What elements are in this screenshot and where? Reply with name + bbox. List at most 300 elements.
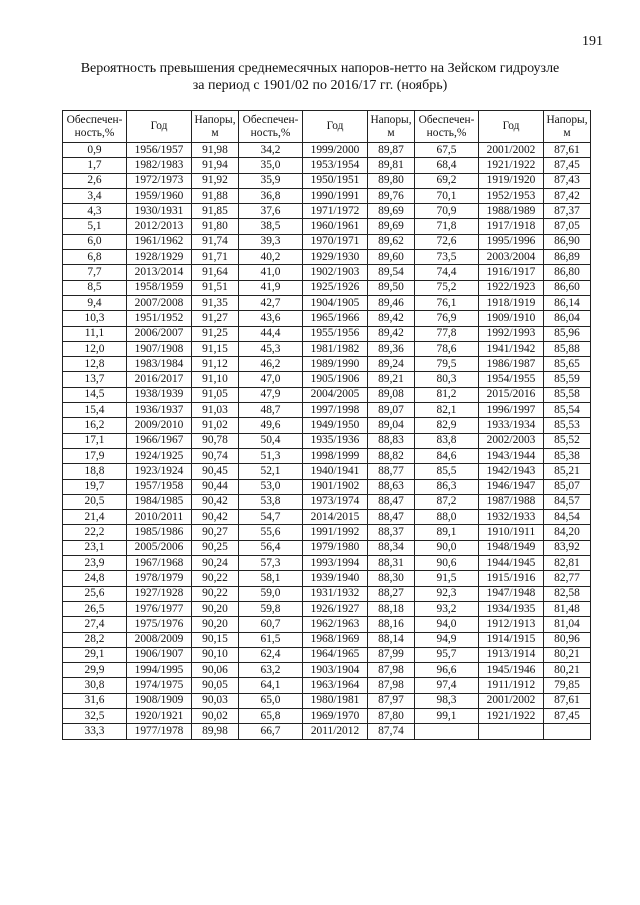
page-title [0, 60, 640, 94]
cell-probability: 37,6 [239, 204, 303, 219]
cell-head: 89,80 [368, 173, 415, 188]
cell-year: 1989/1990 [303, 357, 368, 372]
cell-head: 89,42 [368, 311, 415, 326]
cell-probability: 3,4 [63, 188, 127, 203]
cell-probability: 6,8 [63, 250, 127, 265]
cell-head: 87,45 [544, 708, 591, 723]
cell-head: 89,76 [368, 188, 415, 203]
cell-head: 82,81 [544, 556, 591, 571]
cell-head: 91,64 [192, 265, 239, 280]
table-row [63, 326, 591, 341]
cell-year: 1936/1937 [127, 403, 192, 418]
cell-head: 91,03 [192, 403, 239, 418]
cell-year: 1908/1909 [127, 693, 192, 708]
table-row [63, 295, 591, 310]
cell-year: 1985/1986 [127, 525, 192, 540]
cell-head: 90,20 [192, 617, 239, 632]
cell-year: 1906/1907 [127, 647, 192, 662]
cell-probability: 30,8 [63, 678, 127, 693]
cell-year: 1914/1915 [479, 632, 544, 647]
cell-probability: 77,8 [415, 326, 479, 341]
cell-probability: 0,9 [63, 143, 127, 158]
cell-head: 82,58 [544, 586, 591, 601]
table-body [63, 143, 591, 740]
cell-year: 1905/1906 [303, 372, 368, 387]
cell-probability: 59,8 [239, 601, 303, 616]
cell-year: 1995/1996 [479, 234, 544, 249]
cell-year: 1963/1964 [303, 678, 368, 693]
table-row [63, 418, 591, 433]
cell-probability: 40,2 [239, 250, 303, 265]
cell-head: 90,15 [192, 632, 239, 647]
cell-year: 1949/1950 [303, 418, 368, 433]
cell-year: 1926/1927 [303, 601, 368, 616]
cell-head: 90,78 [192, 433, 239, 448]
cell-head: 90,44 [192, 479, 239, 494]
table-row [63, 387, 591, 402]
table-row [63, 510, 591, 525]
cell-probability: 83,8 [415, 433, 479, 448]
cell-probability: 53,8 [239, 494, 303, 509]
cell-head: 87,05 [544, 219, 591, 234]
cell-year: 1923/1924 [127, 464, 192, 479]
cell-head: 80,21 [544, 647, 591, 662]
cell-head: 89,36 [368, 341, 415, 356]
cell-year: 1983/1984 [127, 357, 192, 372]
cell-year: 1973/1974 [303, 494, 368, 509]
cell-year: 1931/1932 [303, 586, 368, 601]
table-row [63, 556, 591, 571]
cell-probability: 71,8 [415, 219, 479, 234]
cell-head: 87,61 [544, 143, 591, 158]
cell-probability: 76,9 [415, 311, 479, 326]
cell-year: 1911/1912 [479, 678, 544, 693]
cell-head: 91,94 [192, 158, 239, 173]
cell-year: 1918/1919 [479, 295, 544, 310]
header-row [63, 111, 591, 143]
cell-year: 1909/1910 [479, 311, 544, 326]
cell-year: 1951/1952 [127, 311, 192, 326]
table-row [63, 601, 591, 616]
cell-year: 1994/1995 [127, 663, 192, 678]
table-row [63, 372, 591, 387]
cell-year: 1935/1936 [303, 433, 368, 448]
cell-year: 1921/1922 [479, 708, 544, 723]
cell-year: 1971/1972 [303, 204, 368, 219]
title-line-2: за период с 1901/02 по 2016/17 гг. (ноябрь) [192, 78, 448, 93]
cell-probability: 90,6 [415, 556, 479, 571]
cell-probability: 28,2 [63, 632, 127, 647]
cell-probability: 97,4 [415, 678, 479, 693]
cell-probability: 73,5 [415, 250, 479, 265]
cell-head: 89,54 [368, 265, 415, 280]
cell-year [479, 724, 544, 739]
cell-probability: 5,1 [63, 219, 127, 234]
table-row [63, 525, 591, 540]
cell-year: 1903/1904 [303, 663, 368, 678]
cell-head: 91,51 [192, 280, 239, 295]
cell-year: 1969/1970 [303, 708, 368, 723]
cell-year: 1913/1914 [479, 647, 544, 662]
cell-head: 87,37 [544, 204, 591, 219]
cell-head: 91,27 [192, 311, 239, 326]
cell-year: 1919/1920 [479, 173, 544, 188]
cell-year: 2004/2005 [303, 387, 368, 402]
cell-year: 1968/1969 [303, 632, 368, 647]
cell-year: 1987/1988 [479, 494, 544, 509]
table-row [63, 586, 591, 601]
cell-year: 2010/2011 [127, 510, 192, 525]
cell-probability: 92,3 [415, 586, 479, 601]
cell-head: 87,74 [368, 724, 415, 739]
table-row [63, 219, 591, 234]
cell-head: 86,60 [544, 280, 591, 295]
cell-probability: 56,4 [239, 540, 303, 555]
cell-head: 85,88 [544, 341, 591, 356]
cell-year: 1976/1977 [127, 601, 192, 616]
cell-year: 1910/1911 [479, 525, 544, 540]
cell-head: 88,14 [368, 632, 415, 647]
cell-probability: 23,1 [63, 540, 127, 555]
cell-year: 1998/1999 [303, 448, 368, 463]
cell-head: 80,96 [544, 632, 591, 647]
cell-head: 89,07 [368, 403, 415, 418]
header-probability: Обеспечен- ность,% [239, 111, 303, 143]
table-row [63, 617, 591, 632]
table-row [63, 403, 591, 418]
cell-head: 89,87 [368, 143, 415, 158]
cell-year: 1920/1921 [127, 708, 192, 723]
cell-year: 1940/1941 [303, 464, 368, 479]
cell-head: 90,10 [192, 647, 239, 662]
cell-probability: 29,1 [63, 647, 127, 662]
cell-year: 2003/2004 [479, 250, 544, 265]
cell-head: 90,45 [192, 464, 239, 479]
cell-probability: 8,5 [63, 280, 127, 295]
cell-year: 1952/1953 [479, 188, 544, 203]
cell-probability: 11,1 [63, 326, 127, 341]
cell-probability: 27,4 [63, 617, 127, 632]
cell-probability: 93,2 [415, 601, 479, 616]
cell-probability: 90,0 [415, 540, 479, 555]
cell-probability: 53,0 [239, 479, 303, 494]
cell-probability: 76,1 [415, 295, 479, 310]
cell-year: 1946/1947 [479, 479, 544, 494]
cell-probability: 58,1 [239, 571, 303, 586]
cell-head: 91,25 [192, 326, 239, 341]
table-row [63, 494, 591, 509]
table-row [63, 693, 591, 708]
cell-probability: 80,3 [415, 372, 479, 387]
cell-head: 90,27 [192, 525, 239, 540]
title-line-1: Вероятность превышения среднемесячных напоров-нетто на Зейском гидроузле [80, 61, 560, 76]
cell-year: 1993/1994 [303, 556, 368, 571]
cell-year: 1959/1960 [127, 188, 192, 203]
cell-year: 2014/2015 [303, 510, 368, 525]
cell-head: 87,98 [368, 678, 415, 693]
cell-probability: 25,6 [63, 586, 127, 601]
cell-head: 89,81 [368, 158, 415, 173]
cell-probability: 41,9 [239, 280, 303, 295]
cell-probability: 59,0 [239, 586, 303, 601]
cell-head: 85,38 [544, 448, 591, 463]
cell-probability: 54,7 [239, 510, 303, 525]
cell-probability: 55,6 [239, 525, 303, 540]
cell-probability: 82,1 [415, 403, 479, 418]
table-row [63, 173, 591, 188]
cell-year: 1999/2000 [303, 143, 368, 158]
cell-probability: 41,0 [239, 265, 303, 280]
cell-head: 91,92 [192, 173, 239, 188]
cell-probability: 65,0 [239, 693, 303, 708]
cell-probability: 32,5 [63, 708, 127, 723]
cell-probability: 61,5 [239, 632, 303, 647]
cell-probability: 79,5 [415, 357, 479, 372]
cell-year: 1954/1955 [479, 372, 544, 387]
cell-head: 91,80 [192, 219, 239, 234]
cell-head: 91,05 [192, 387, 239, 402]
cell-year: 1953/1954 [303, 158, 368, 173]
cell-probability: 98,3 [415, 693, 479, 708]
cell-year: 1961/1962 [127, 234, 192, 249]
cell-head: 91,10 [192, 372, 239, 387]
cell-probability: 63,2 [239, 663, 303, 678]
cell-probability: 46,2 [239, 357, 303, 372]
cell-year: 2002/2003 [479, 433, 544, 448]
cell-year: 1950/1951 [303, 173, 368, 188]
cell-probability: 14,5 [63, 387, 127, 402]
cell-year: 1960/1961 [303, 219, 368, 234]
cell-head: 85,65 [544, 357, 591, 372]
cell-probability: 4,3 [63, 204, 127, 219]
table-row [63, 678, 591, 693]
cell-probability: 22,2 [63, 525, 127, 540]
cell-probability: 47,0 [239, 372, 303, 387]
cell-probability: 99,1 [415, 708, 479, 723]
cell-head: 86,04 [544, 311, 591, 326]
cell-year: 2008/2009 [127, 632, 192, 647]
cell-year: 1939/1940 [303, 571, 368, 586]
cell-year: 1997/1998 [303, 403, 368, 418]
cell-head: 86,14 [544, 295, 591, 310]
cell-probability: 35,0 [239, 158, 303, 173]
cell-year: 1988/1989 [479, 204, 544, 219]
cell-year: 1977/1978 [127, 724, 192, 739]
table-row [63, 341, 591, 356]
table-row [63, 647, 591, 662]
cell-year: 1992/1993 [479, 326, 544, 341]
cell-head: 89,69 [368, 219, 415, 234]
cell-head: 88,47 [368, 494, 415, 509]
cell-year: 1978/1979 [127, 571, 192, 586]
cell-head: 90,74 [192, 448, 239, 463]
cell-probability: 74,4 [415, 265, 479, 280]
cell-probability: 84,6 [415, 448, 479, 463]
cell-probability: 24,8 [63, 571, 127, 586]
page-number: 191 [582, 34, 603, 49]
cell-year: 2012/2013 [127, 219, 192, 234]
cell-probability: 26,5 [63, 601, 127, 616]
cell-probability: 34,2 [239, 143, 303, 158]
cell-head: 90,25 [192, 540, 239, 555]
cell-head: 85,07 [544, 479, 591, 494]
cell-head: 85,58 [544, 387, 591, 402]
cell-probability: 45,3 [239, 341, 303, 356]
cell-probability: 15,4 [63, 403, 127, 418]
cell-year: 1902/1903 [303, 265, 368, 280]
cell-probability: 19,7 [63, 479, 127, 494]
cell-year: 1941/1942 [479, 341, 544, 356]
cell-probability: 62,4 [239, 647, 303, 662]
cell-head: 88,77 [368, 464, 415, 479]
cell-probability: 78,6 [415, 341, 479, 356]
cell-year: 1957/1958 [127, 479, 192, 494]
cell-head: 89,50 [368, 280, 415, 295]
table-row [63, 250, 591, 265]
header-year: Год [479, 111, 544, 143]
cell-head: 87,80 [368, 708, 415, 723]
cell-year: 1929/1930 [303, 250, 368, 265]
cell-year: 1958/1959 [127, 280, 192, 295]
cell-year: 1907/1908 [127, 341, 192, 356]
header-probability: Обеспечен- ность,% [63, 111, 127, 143]
cell-probability: 17,9 [63, 448, 127, 463]
cell-head: 85,59 [544, 372, 591, 387]
header-probability: Обеспечен- ность,% [415, 111, 479, 143]
cell-year: 1901/1902 [303, 479, 368, 494]
cell-probability: 7,7 [63, 265, 127, 280]
cell-head: 89,60 [368, 250, 415, 265]
cell-head: 87,45 [544, 158, 591, 173]
cell-probability: 88,0 [415, 510, 479, 525]
table-row [63, 724, 591, 739]
cell-head: 87,98 [368, 663, 415, 678]
table-row [63, 143, 591, 158]
table-row [63, 663, 591, 678]
cell-probability: 70,9 [415, 204, 479, 219]
cell-year: 1917/1918 [479, 219, 544, 234]
cell-year: 1980/1981 [303, 693, 368, 708]
cell-head: 79,85 [544, 678, 591, 693]
header-head: Напоры, м [192, 111, 239, 143]
cell-head: 88,30 [368, 571, 415, 586]
cell-year: 1964/1965 [303, 647, 368, 662]
cell-head: 91,88 [192, 188, 239, 203]
cell-head: 81,48 [544, 601, 591, 616]
cell-head: 91,85 [192, 204, 239, 219]
cell-year: 1970/1971 [303, 234, 368, 249]
cell-year: 1927/1928 [127, 586, 192, 601]
cell-head: 89,42 [368, 326, 415, 341]
cell-probability: 44,4 [239, 326, 303, 341]
cell-head: 89,46 [368, 295, 415, 310]
cell-probability: 85,5 [415, 464, 479, 479]
cell-year: 2001/2002 [479, 143, 544, 158]
cell-head: 89,21 [368, 372, 415, 387]
cell-head: 88,18 [368, 601, 415, 616]
cell-probability: 72,6 [415, 234, 479, 249]
cell-head [544, 724, 591, 739]
cell-probability: 52,1 [239, 464, 303, 479]
probability-table [62, 110, 591, 740]
cell-year: 1956/1957 [127, 143, 192, 158]
cell-head: 90,06 [192, 663, 239, 678]
cell-year: 1984/1985 [127, 494, 192, 509]
cell-year: 1934/1935 [479, 601, 544, 616]
cell-head: 82,77 [544, 571, 591, 586]
cell-head: 88,27 [368, 586, 415, 601]
cell-probability: 35,9 [239, 173, 303, 188]
cell-year: 1974/1975 [127, 678, 192, 693]
table-row [63, 479, 591, 494]
cell-probability: 94,0 [415, 617, 479, 632]
table-row [63, 708, 591, 723]
table-row [63, 464, 591, 479]
cell-probability: 1,7 [63, 158, 127, 173]
header-year: Год [127, 111, 192, 143]
cell-probability: 64,1 [239, 678, 303, 693]
cell-year: 1944/1945 [479, 556, 544, 571]
cell-probability: 12,8 [63, 357, 127, 372]
cell-head: 87,61 [544, 693, 591, 708]
cell-probability: 87,2 [415, 494, 479, 509]
cell-probability: 57,3 [239, 556, 303, 571]
cell-head: 90,22 [192, 586, 239, 601]
cell-probability: 47,9 [239, 387, 303, 402]
cell-year: 1943/1944 [479, 448, 544, 463]
cell-year: 1947/1948 [479, 586, 544, 601]
cell-head: 88,37 [368, 525, 415, 540]
cell-probability: 42,7 [239, 295, 303, 310]
table-row [63, 448, 591, 463]
cell-probability: 66,7 [239, 724, 303, 739]
cell-year: 2006/2007 [127, 326, 192, 341]
table-row [63, 571, 591, 586]
cell-probability: 96,6 [415, 663, 479, 678]
cell-probability: 60,7 [239, 617, 303, 632]
cell-head: 91,15 [192, 341, 239, 356]
header-head: Напоры, м [368, 111, 415, 143]
cell-head: 84,57 [544, 494, 591, 509]
cell-probability: 70,1 [415, 188, 479, 203]
cell-probability: 16,2 [63, 418, 127, 433]
cell-probability: 18,8 [63, 464, 127, 479]
cell-probability: 89,1 [415, 525, 479, 540]
cell-year: 1981/1982 [303, 341, 368, 356]
cell-head: 84,20 [544, 525, 591, 540]
cell-year: 2005/2006 [127, 540, 192, 555]
cell-year: 1996/1997 [479, 403, 544, 418]
cell-year: 2001/2002 [479, 693, 544, 708]
table-row [63, 540, 591, 555]
cell-probability: 49,6 [239, 418, 303, 433]
cell-year: 2015/2016 [479, 387, 544, 402]
cell-head: 89,98 [192, 724, 239, 739]
cell-probability: 86,3 [415, 479, 479, 494]
cell-head: 90,22 [192, 571, 239, 586]
cell-year: 1966/1967 [127, 433, 192, 448]
cell-probability: 48,7 [239, 403, 303, 418]
cell-year: 1928/1929 [127, 250, 192, 265]
cell-head: 81,04 [544, 617, 591, 632]
cell-year: 1924/1925 [127, 448, 192, 463]
cell-probability: 29,9 [63, 663, 127, 678]
cell-probability [415, 724, 479, 739]
cell-year: 1916/1917 [479, 265, 544, 280]
header-head: Напоры, м [544, 111, 591, 143]
cell-head: 87,99 [368, 647, 415, 662]
cell-year: 1975/1976 [127, 617, 192, 632]
